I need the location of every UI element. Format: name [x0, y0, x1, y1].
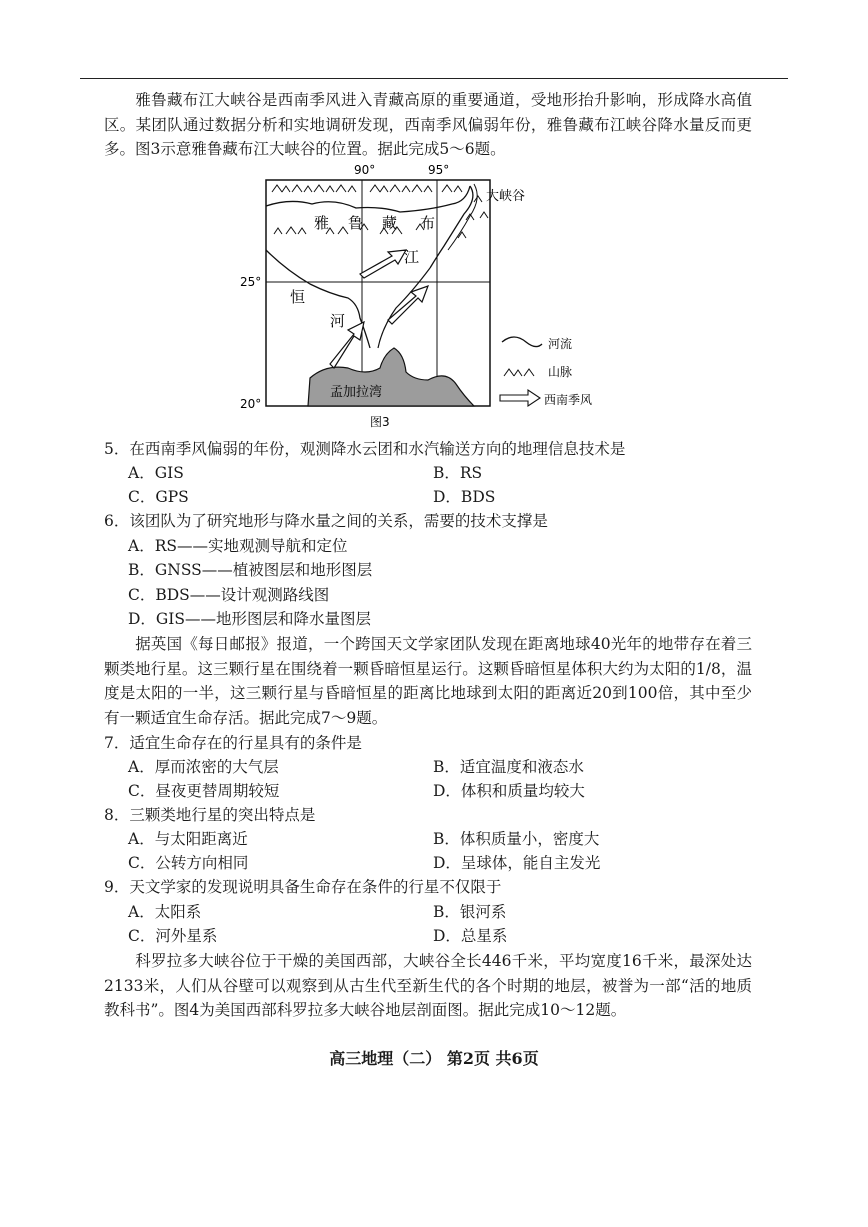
legend-mountain-label: 山脉 [548, 365, 573, 379]
q8-option-a[interactable]: A．与太阳距离近 [128, 830, 248, 848]
legend-monsoon-arrow-icon [500, 390, 540, 406]
legend-mountain-icon [504, 369, 534, 376]
page-footer: 高三地理（二） 第2页 共6页 [329, 1049, 539, 1068]
q5-option-a[interactable]: A．GIS [128, 464, 184, 482]
q6-option-b[interactable]: B．GNSS——植被图层和地形图层 [128, 561, 373, 579]
question-7-stem: 7．适宜生命存在的行星具有的条件是 [104, 734, 362, 752]
q6-option-c[interactable]: C．BDS——设计观测路线图 [128, 586, 330, 604]
lat-20-label: 20° [240, 397, 262, 411]
figure-3-map [230, 158, 610, 430]
lat-25-label: 25° [240, 275, 262, 289]
question-8-stem: 8．三颗类地行星的突出特点是 [104, 806, 316, 824]
figure-3-caption: 图3 [370, 415, 390, 429]
question-5-stem: 5．在西南季风偏弱的年份，观测降水云团和水汽输送方向的地理信息技术是 [104, 440, 626, 458]
ganges-char-1: 恒 [290, 288, 306, 306]
yarlung-char-4: 布 [420, 214, 436, 232]
q7-option-b[interactable]: B．适宜温度和液态水 [433, 758, 584, 776]
q7-option-c[interactable]: C．昼夜更替周期较短 [128, 782, 280, 800]
lon-90-label: 90° [354, 163, 376, 177]
yarlung-char-1: 雅 [314, 214, 330, 232]
q6-option-a[interactable]: A．RS——实地观测导航和定位 [128, 537, 348, 555]
lon-95-label: 95° [428, 163, 450, 177]
legend-monsoon-label: 西南季风 [544, 393, 593, 407]
yarlung-char-3: 藏 [382, 214, 398, 232]
ganges-char-2: 河 [330, 312, 346, 330]
q5-option-d[interactable]: D．BDS [433, 488, 496, 506]
passage-5-6: 雅鲁藏布江大峡谷是西南季风进入青藏高原的重要通道，受地形抬升影响，形成降水高值区。某团队通过数据分析和实地调研发现，西南季风偏弱年份，雅鲁藏布江峡谷降水量反而更多。图3示意雅鲁藏布江大峡谷的位置。据此完成5～6题。 [104, 91, 752, 158]
legend-river-label: 河流 [548, 337, 573, 351]
yarlung-char-2: 鲁 [348, 214, 364, 232]
canyon-label: 大峡谷 [486, 189, 526, 204]
question-9-stem: 9．天文学家的发现说明具备生命存在条件的行星不仅限于 [104, 878, 502, 896]
yarlung-char-5: 江 [404, 248, 420, 266]
passage-7-9: 据英国《每日邮报》报道，一个跨国天文学家团队发现在距离地球40光年的地带存在着三颗类地行星。这三颗行星在围绕着一颗昏暗恒星运行。这颗昏暗恒星体积大约为太阳的1/8，温度是太阳的一半，这三颗行星与昏暗恒星的距离比地球到太阳的距离近20到100倍，其中至少有一颗适宜生命存活。据此完成7～9题。 [104, 635, 752, 727]
header-rule [80, 78, 788, 79]
q5-option-b[interactable]: B．RS [433, 464, 483, 482]
passage-10-12: 科罗拉多大峡谷位于干燥的美国西部，大峡谷全长446千米，平均宽度16千米，最深处达2133米，人们从谷壁可以观察到从古生代至新生代的各个时期的地层，被誉为一部“活的地质教科书”。图4为美国西部科罗拉多大峡谷地层剖面图。据此完成10～12题。 [104, 952, 752, 1019]
question-6-stem: 6．该团队为了研究地形与降水量之间的关系，需要的技术支撑是 [104, 512, 548, 530]
q8-option-c[interactable]: C．公转方向相同 [128, 854, 249, 872]
q8-option-d[interactable]: D．呈球体，能自主发光 [433, 854, 601, 872]
bay-label: 孟加拉湾 [330, 385, 383, 400]
q6-option-d[interactable]: D．GIS——地形图层和降水量图层 [128, 610, 372, 628]
legend-river-swatch [502, 337, 542, 347]
q7-option-a[interactable]: A．厚而浓密的大气层 [128, 758, 279, 776]
q9-option-b[interactable]: B．银河系 [433, 903, 507, 921]
q9-option-c[interactable]: C．河外星系 [128, 927, 218, 945]
q7-option-d[interactable]: D．体积和质量均较大 [433, 782, 585, 800]
q8-option-b[interactable]: B．体积质量小，密度大 [433, 830, 600, 848]
q9-option-d[interactable]: D．总星系 [433, 927, 508, 945]
q9-option-a[interactable]: A．太阳系 [128, 903, 202, 921]
q5-option-c[interactable]: C．GPS [128, 488, 189, 506]
